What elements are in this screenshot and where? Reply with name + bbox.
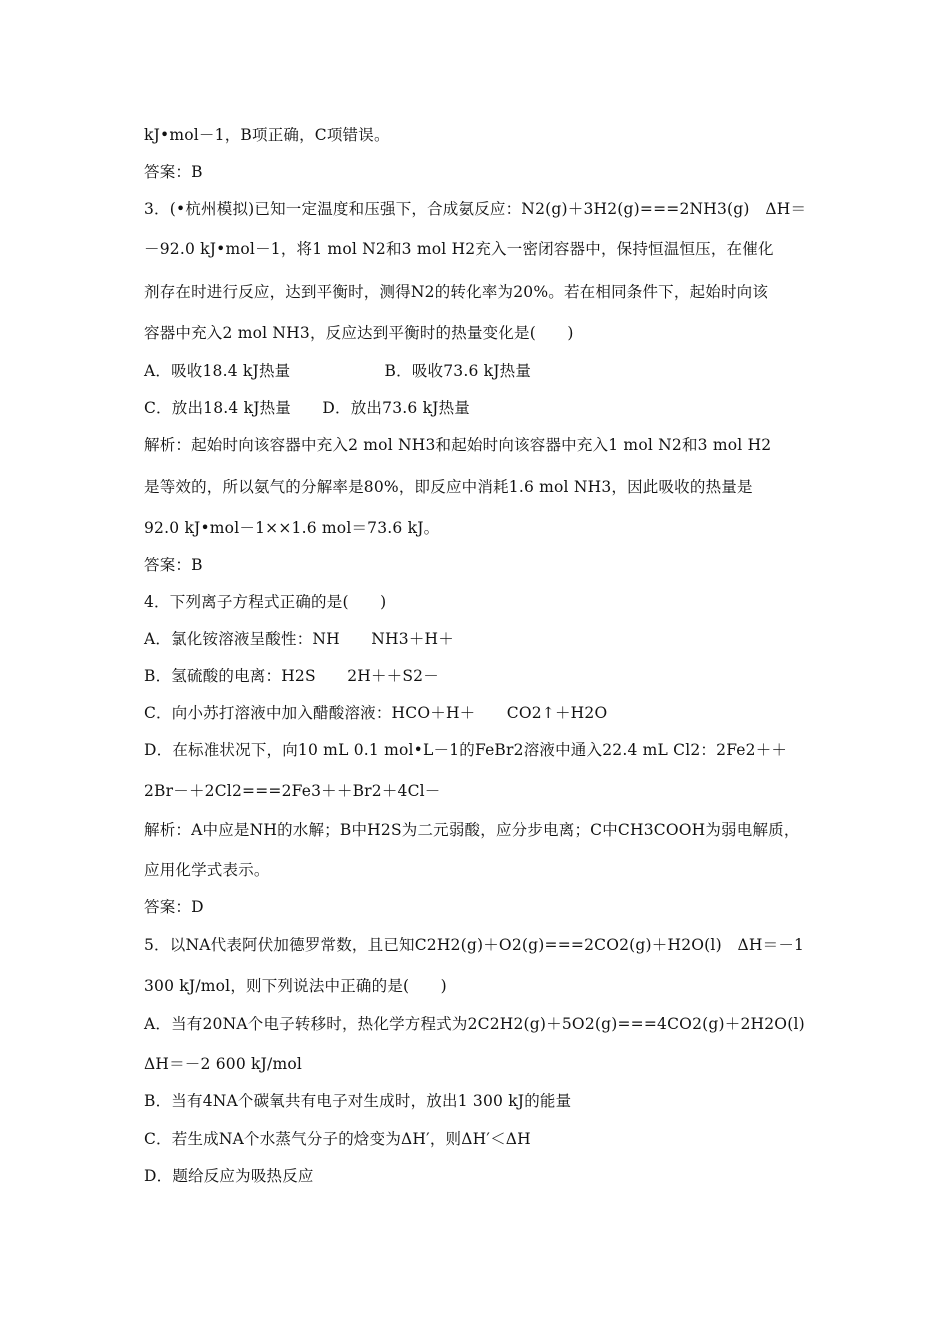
text-line-4: －92.0 kJ•mol－1，将1 mol N2和3 mol H2充入一密闭容器中，保持恒温恒压，在催化 [144,240,774,258]
text-line-1: kJ•mol－1，B项正确，C项错误。 [144,126,390,144]
text-line-13: 4．下列离子方程式正确的是( ) [144,593,387,611]
text-line-18: 2Br－＋2Cl2===2Fe3＋＋Br2＋4Cl－ [144,782,441,800]
text-line-19: 解析：A中应是NH的水解；B中H2S为二元弱酸，应分步电离；C中CH3COOH为弱电解质， [144,821,800,839]
text-line-23: 300 kJ/mol，则下列说法中正确的是( ) [144,977,447,995]
text-line-3: 3．(•杭州模拟)已知一定温度和压强下，合成氨反应：N2(g)＋3H2(g)===2NH3(g) ΔH＝ [144,200,807,218]
text-line-22: 5．以NA代表阿伏加德罗常数，且已知C2H2(g)＋O2(g)===2CO2(g)＋H2O(l) ΔH＝－1 [144,936,805,954]
text-line-9: 解析：起始时向该容器中充入2 mol NH3和起始时向该容器中充入1 mol N2和3 mol H2 [144,436,772,454]
text-line-16: C．向小苏打溶液中加入醋酸溶液：HCO＋H＋ CO2↑＋H2O [144,704,608,722]
text-line-20: 应用化学式表示。 [144,861,270,879]
text-line-8: C．放出18.4 kJ热量 D．放出73.6 kJ热量 [144,399,470,417]
text-line-25: ΔH＝－2 600 kJ/mol [144,1055,303,1073]
text-line-6: 容器中充入2 mol NH3，反应达到平衡时的热量变化是( ) [144,324,574,342]
text-line-2: 答案：B [144,163,203,181]
text-line-26: B．当有4NA个碳氧共有电子对生成时，放出1 300 kJ的能量 [144,1092,572,1110]
text-line-10: 是等效的，所以氨气的分解率是80%，即反应中消耗1.6 mol NH3，因此吸收的热量是 [144,478,753,496]
text-line-24: A．当有20NA个电子转移时，热化学方程式为2C2H2(g)＋5O2(g)===4CO2(g)＋2H2O(l) [144,1015,805,1033]
text-line-5: 剂存在时进行反应，达到平衡时，测得N2的转化率为20%。若在相同条件下，起始时向该 [144,283,769,301]
text-line-21: 答案：D [144,898,204,916]
text-line-7: A．吸收18.4 kJ热量 B．吸收73.6 kJ热量 [144,362,532,380]
text-line-17: D．在标准状况下，向10 mL 0.1 mol•L－1的FeBr2溶液中通入22.4 mL Cl2：2Fe2＋＋ [144,741,788,759]
text-line-12: 答案：B [144,556,203,574]
text-line-11: 92.0 kJ•mol－1××1.6 mol＝73.6 kJ。 [144,519,440,537]
text-line-28: D．题给反应为吸热反应 [144,1167,314,1185]
text-line-15: B．氢硫酸的电离：H2S 2H＋＋S2－ [144,667,439,685]
text-line-14: A．氯化铵溶液呈酸性：NH NH3＋H＋ [144,630,454,648]
text-line-27: C．若生成NA个水蒸气分子的焓变为ΔH′，则ΔH′＜ΔH [144,1130,531,1148]
